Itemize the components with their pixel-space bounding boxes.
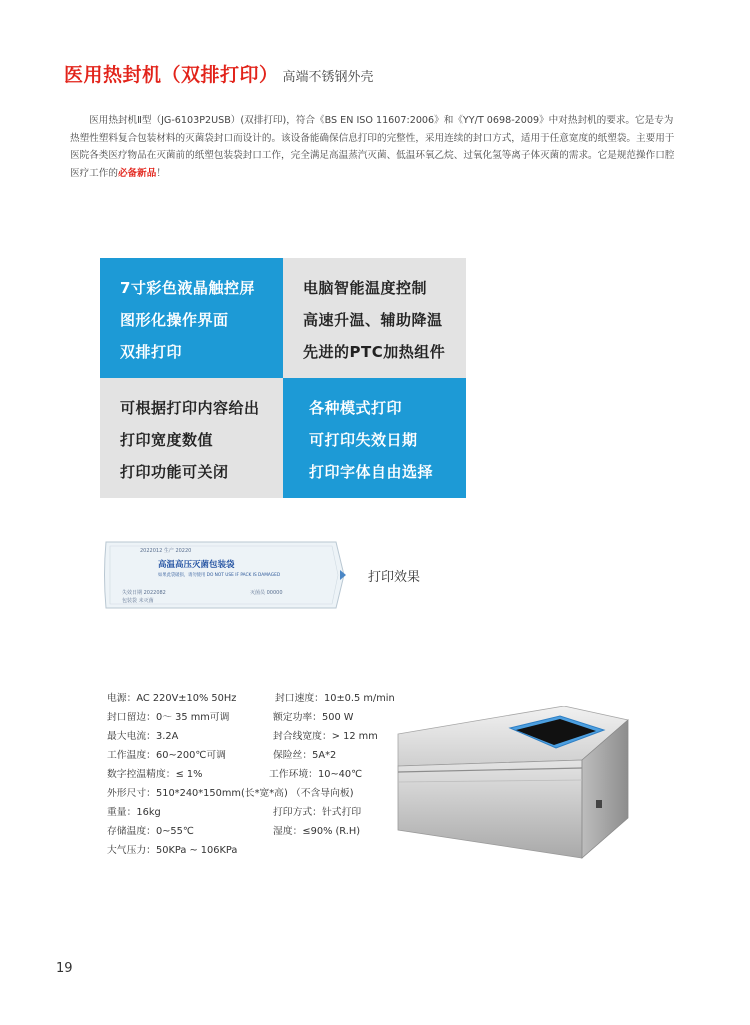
spec-item: 打印方式：针式打印 bbox=[273, 807, 362, 818]
feature-item: 各种模式打印 bbox=[309, 399, 403, 417]
spec-item: 大气压力：50KPa ~ 106KPa bbox=[107, 845, 238, 856]
spec-item: 最大电流：3.2A bbox=[107, 731, 179, 742]
spec-item: 数字控温精度：≤ 1% bbox=[107, 769, 203, 780]
bag-line-3: 灭菌员 00000 bbox=[250, 590, 283, 596]
intro-highlight: 必备新品 bbox=[117, 167, 157, 179]
sterilization-bag-sample-image bbox=[100, 538, 349, 612]
spec-item: 电源：AC 220V±10% 50Hz bbox=[107, 693, 237, 704]
spec-item: 封口速度：10±0.5 m/min bbox=[275, 693, 395, 704]
spec-item: 工作温度：60~200℃可调 bbox=[107, 750, 226, 761]
spec-item: 封口留边：0～ 35 mm可调 bbox=[107, 712, 230, 723]
feature-item: 打印宽度数值 bbox=[120, 431, 214, 449]
feature-item: 电脑智能温度控制 bbox=[303, 279, 428, 297]
intro-end: ！ bbox=[156, 167, 166, 179]
feature-grid bbox=[100, 258, 466, 498]
page-number: 19 bbox=[56, 961, 73, 976]
feature-cell-top-left bbox=[100, 258, 283, 378]
feature-item: 打印功能可关闭 bbox=[120, 463, 229, 481]
feature-item: 打印字体自由选择 bbox=[309, 463, 434, 481]
spec-item: 额定功率：500 W bbox=[273, 712, 354, 723]
feature-item: 可根据打印内容给出 bbox=[120, 399, 260, 417]
heat-sealer-machine-image bbox=[392, 706, 630, 860]
bag-title: 高温高压灭菌包装袋 bbox=[158, 560, 235, 570]
intro-text: 医用热封机Ⅱ型（JG-6103P2USB）(双排打印)，符合《BS EN ISO 11607:2006》和《YY/T 0698-2009》中对热封机的要求。它是专为热塑性塑料复合包装材料的灭菌袋封口而设计的。该设备能确保信息打印的完整性，采用连续的封口方式，适用于任意宽度的纸塑袋。主要用于医院各类医疗物品在灭菌前的纸塑包装袋封口工作，完全满足高温蒸汽灭菌、低温环氧乙烷、过氧化氢等离子体灭菌的需求。它是规范操作口腔医疗工作的 bbox=[70, 115, 675, 179]
spec-item: 工作环境：10~40℃ bbox=[269, 769, 363, 780]
feature-item: 高速升温、辅助降温 bbox=[303, 311, 443, 329]
feature-cell-bottom-right bbox=[283, 378, 466, 498]
intro-paragraph bbox=[70, 112, 678, 182]
feature-item: 可打印失效日期 bbox=[309, 431, 418, 449]
feature-item: 双排打印 bbox=[120, 343, 183, 361]
spec-item: 外形尺寸：510*240*150mm(长*宽*高) （不含导向板) bbox=[107, 788, 354, 799]
spec-item: 重量：16kg bbox=[107, 807, 161, 818]
feature-item: 先进的PTC加热组件 bbox=[303, 343, 446, 361]
bag-line-1: 2022012 生产 20220 bbox=[140, 548, 192, 554]
spec-item: 保险丝：5A*2 bbox=[273, 750, 337, 761]
feature-cell-top-right bbox=[283, 258, 466, 378]
page-title-block bbox=[64, 60, 374, 87]
bag-line-2: 失效日期 2022082 bbox=[122, 590, 166, 596]
feature-cell-bottom-left bbox=[100, 378, 283, 498]
bag-warning: 如果此袋破损，请勿使用 DO NOT USE IF PACK IS DAMAGED bbox=[158, 573, 281, 578]
spec-item: 湿度：≤90% (R.H) bbox=[273, 826, 361, 837]
spec-item: 封合线宽度：> 12 mm bbox=[273, 731, 378, 742]
page-title: 医用热封机（双排打印） bbox=[64, 64, 279, 86]
sample-label: 打印效果 bbox=[368, 570, 421, 585]
page-subtitle: 高端不锈钢外壳 bbox=[282, 70, 374, 85]
feature-item: 7寸彩色液晶触控屏 bbox=[120, 279, 255, 297]
bag-line-4: 包装袋 未灭菌 bbox=[122, 598, 154, 604]
feature-item: 图形化操作界面 bbox=[120, 311, 229, 329]
spec-item: 存储温度：0~55℃ bbox=[107, 826, 194, 837]
